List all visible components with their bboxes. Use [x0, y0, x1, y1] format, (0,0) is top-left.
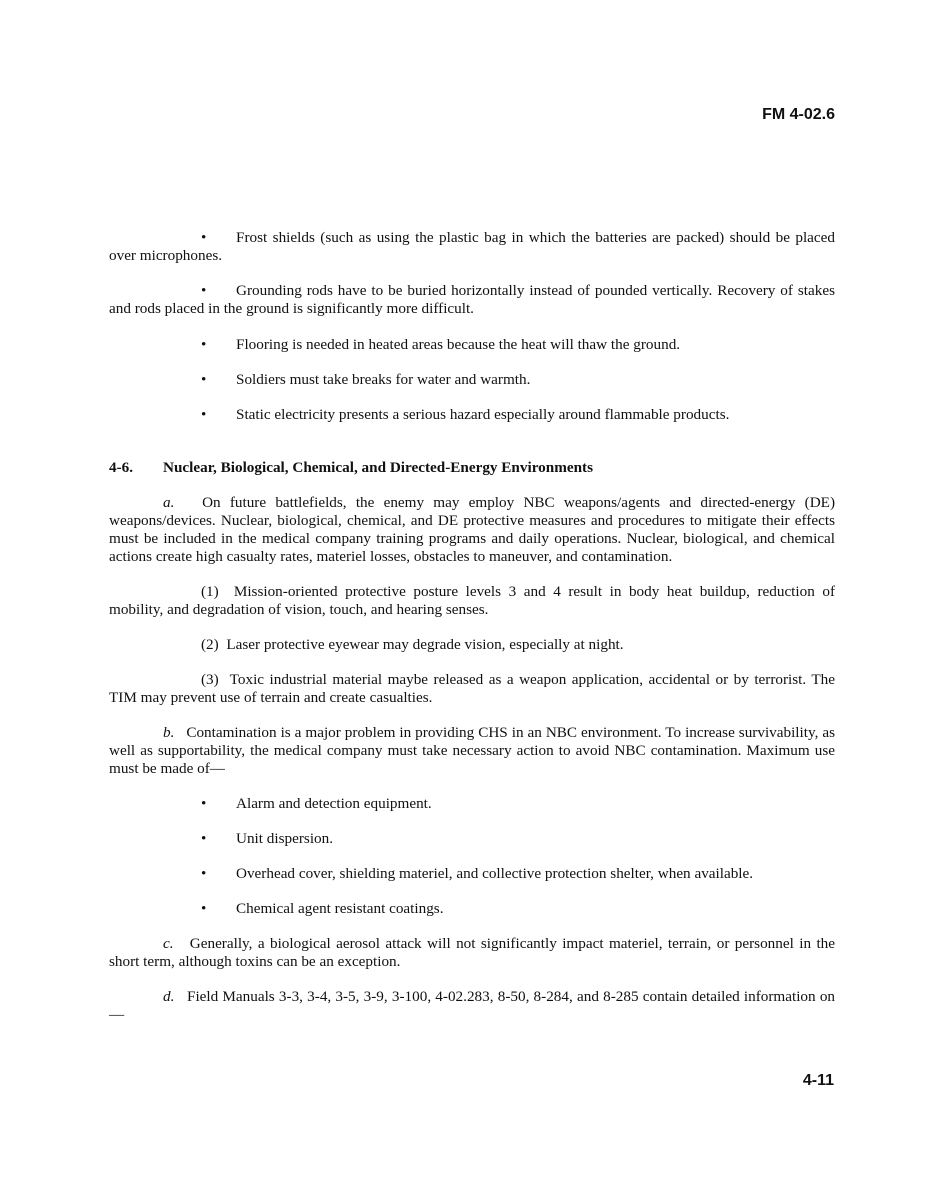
bullet-item-frost-shields: [109, 229, 835, 265]
sub-item-label: (1): [201, 583, 219, 600]
paragraph-text: Generally, a biological aerosol attack will not significantly impact materiel, terrain, or personnel in the short term, although toxins can be an exception.: [109, 935, 835, 970]
bullet-symbol: •: [201, 371, 207, 388]
paragraph-text: Field Manuals 3-3, 3-4, 3-5, 3-9, 3-100, 4-02.283, 8-50, 8-284, and 8-285 contain detailed information on—: [109, 988, 836, 1023]
bullet-text: Soldiers must take breaks for water and warmth.: [236, 371, 531, 388]
bullet-symbol: •: [201, 830, 207, 847]
paragraph-a: [109, 494, 835, 566]
sub-item-2: [109, 636, 835, 654]
bullet-text: Unit dispersion.: [236, 830, 334, 847]
paragraph-b: [109, 724, 835, 778]
bullet-text: Static electricity presents a serious hazard especially around flammable products.: [236, 406, 730, 423]
bullet-symbol: •: [201, 406, 207, 423]
bullet-symbol: •: [201, 336, 207, 353]
bullet-item-alarm: [109, 795, 835, 813]
section-number: 4-6.: [109, 459, 134, 476]
bullet-item-dispersion: [109, 830, 835, 848]
paragraph-text: Contamination is a major problem in providing CHS in an NBC environment. To increase survivability, as well as supportability, the medical company must take necessary action to avoid NBC contamination. Maximum use must be made of—: [109, 724, 835, 777]
bullet-item-overhead-cover: [109, 865, 835, 883]
sub-item-label: (2): [201, 636, 219, 653]
page-number-footer: 4-11: [802, 1072, 834, 1089]
page-body: [109, 229, 835, 1024]
paragraph-c: [109, 935, 835, 971]
paragraph-text: On future battlefields, the enemy may employ NBC weapons/agents and directed-energy (DE) weapons/devices. Nuclear, biological, chemical, and DE protective measures and procedures to mitigate their effects must be included in the medical company training programs and daily operations. Nuclear, biological, and chemical actions create high casualty rates, materiel losses, obstacles to maneuver, and contamination.: [109, 494, 836, 565]
paragraph-label: d.: [163, 988, 175, 1005]
sub-item-1: [109, 583, 835, 619]
sub-item-label: (3): [201, 671, 219, 688]
paragraph-label: a.: [163, 494, 175, 511]
document-id-header: FM 4-02.6: [762, 106, 835, 123]
bullet-text: Chemical agent resistant coatings.: [236, 900, 444, 917]
bullet-item-flooring: [109, 336, 835, 354]
bullet-symbol: •: [201, 900, 207, 917]
section-title: Nuclear, Biological, Chemical, and Directed-Energy Environments: [163, 459, 594, 476]
bullet-text: Frost shields (such as using the plastic bag in which the batteries are packed) should be placed over microphones.: [109, 229, 835, 264]
bullet-text: Grounding rods have to be buried horizontally instead of pounded vertically. Recovery of stakes and rods placed in the ground is significantly more difficult.: [109, 282, 835, 317]
bullet-text: Flooring is needed in heated areas because the heat will thaw the ground.: [236, 336, 681, 353]
bullet-symbol: •: [201, 282, 207, 299]
paragraph-d: [109, 988, 835, 1024]
sub-item-text: Mission-oriented protective posture levels 3 and 4 result in body heat buildup, reduction of mobility, and degradation of vision, touch, and hearing senses.: [109, 583, 836, 618]
sub-item-text: Toxic industrial material maybe released as a weapon application, accidental or by terrorist. The TIM may prevent use of terrain and create casualties.: [109, 671, 836, 706]
bullet-symbol: •: [201, 795, 207, 812]
bullet-item-static-electricity: [109, 406, 835, 424]
section-heading: [109, 459, 835, 477]
sub-item-3: [109, 671, 835, 707]
bullet-item-grounding-rods: [109, 282, 835, 318]
paragraph-label: b.: [163, 724, 175, 741]
bullet-text: Alarm and detection equipment.: [236, 795, 432, 812]
bullet-item-coatings: [109, 900, 835, 918]
bullet-text: Overhead cover, shielding materiel, and collective protection shelter, when available.: [236, 865, 754, 882]
bullet-symbol: •: [201, 229, 207, 246]
paragraph-label: c.: [163, 935, 174, 952]
bullet-item-breaks: [109, 371, 835, 389]
bullet-symbol: •: [201, 865, 207, 882]
sub-item-text: Laser protective eyewear may degrade vision, especially at night.: [226, 636, 624, 653]
